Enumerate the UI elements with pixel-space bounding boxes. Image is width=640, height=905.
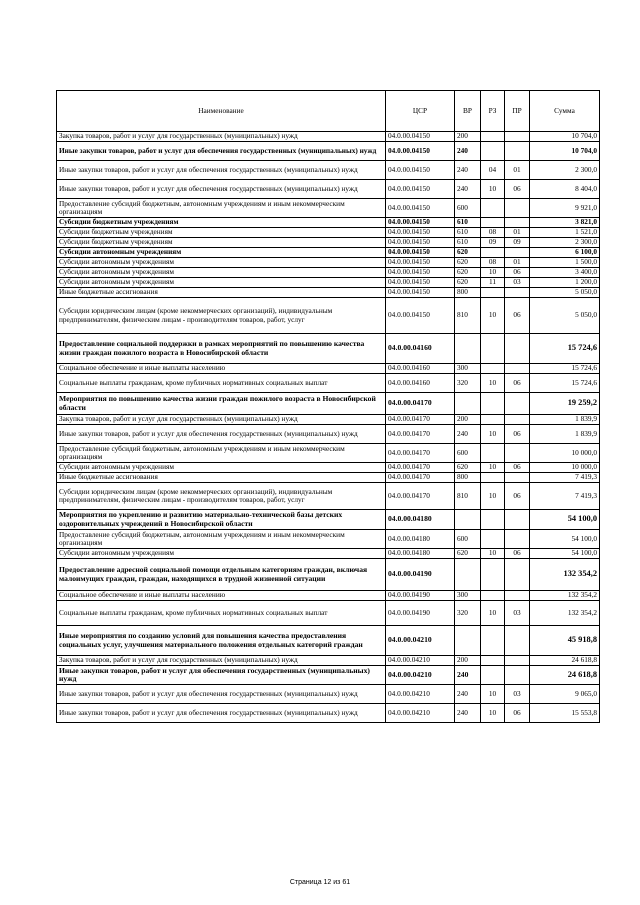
cell-rz: 08: [481, 228, 505, 238]
cell-pr: 03: [505, 601, 530, 626]
cell-rz: [481, 132, 505, 142]
cell-name: Предоставление субсидий бюджетным, автономным учреждениям и иным некоммерческим организациям: [57, 530, 386, 549]
cell-vr: 800: [455, 473, 481, 483]
cell-name: Субсидии автономным учреждениям: [57, 248, 386, 258]
cell-vr: [455, 559, 481, 591]
cell-csr: 04.0.00.04190: [386, 559, 455, 591]
cell-pr: 06: [505, 425, 530, 444]
cell-pr: [505, 248, 530, 258]
cell-vr: 620: [455, 248, 481, 258]
cell-name: Субсидии юридическим лицам (кроме некоммерческих организаций), индивидуальным предпринимателям, физическим лицам - производителям товаров, работ, услуг: [57, 298, 386, 334]
cell-sum: 10 000,0: [530, 444, 600, 463]
table-row: [57, 685, 600, 704]
cell-pr: [505, 393, 530, 415]
cell-rz: [481, 334, 505, 364]
cell-pr: 06: [505, 268, 530, 278]
cell-vr: 240: [455, 180, 481, 199]
cell-name: Мероприятия по укреплению и развитию материально-технической базы детских оздоровительных учреждений в Новосибирской области: [57, 510, 386, 530]
cell-vr: 610: [455, 238, 481, 248]
cell-rz: [481, 444, 505, 463]
cell-sum: 9 065,0: [530, 685, 600, 704]
table-row: [57, 626, 600, 656]
table-body: [57, 132, 600, 723]
cell-name: Иные закупки товаров, работ и услуг для обеспечения государственных (муниципальных) нужд: [57, 142, 386, 161]
cell-pr: [505, 218, 530, 228]
cell-csr: 04.0.00.04150: [386, 278, 455, 288]
cell-pr: 03: [505, 685, 530, 704]
cell-name: Предоставление субсидий бюджетным, автономным учреждениям и иным некоммерческим организациям: [57, 199, 386, 218]
cell-sum: 10 704,0: [530, 142, 600, 161]
cell-pr: 01: [505, 258, 530, 268]
cell-name: Иные закупки товаров, работ и услуг для обеспечения государственных (муниципальных) нужд: [57, 704, 386, 723]
cell-rz: [481, 142, 505, 161]
cell-csr: 04.0.00.04160: [386, 374, 455, 393]
cell-sum: 54 100,0: [530, 549, 600, 559]
table-row: [57, 132, 600, 142]
header-vr: ВР: [455, 91, 481, 132]
cell-name: Социальные выплаты гражданам, кроме публичных нормативных социальных выплат: [57, 601, 386, 626]
header-pr: ПР: [505, 91, 530, 132]
page-number: Страница 12 из 61: [289, 879, 351, 886]
cell-rz: [481, 510, 505, 530]
cell-name: Субсидии бюджетным учреждениям: [57, 238, 386, 248]
cell-pr: [505, 288, 530, 298]
cell-sum: 3 821,0: [530, 218, 600, 228]
cell-vr: 300: [455, 364, 481, 374]
cell-sum: 1 200,0: [530, 278, 600, 288]
header-sum: Сумма: [530, 91, 600, 132]
cell-sum: 45 918,8: [530, 626, 600, 656]
table-row: [57, 298, 600, 334]
cell-sum: 132 354,2: [530, 601, 600, 626]
cell-rz: 10: [481, 483, 505, 510]
cell-rz: [481, 656, 505, 666]
cell-csr: 04.0.00.04150: [386, 161, 455, 180]
cell-name: Иные закупки товаров, работ и услуг для обеспечения государственных (муниципальных) нужд: [57, 666, 386, 685]
cell-name: Иные бюджетные ассигнования: [57, 473, 386, 483]
cell-sum: 1 521,0: [530, 228, 600, 238]
cell-sum: 10 000,0: [530, 463, 600, 473]
cell-csr: 04.0.00.04170: [386, 473, 455, 483]
table-row: [57, 591, 600, 601]
cell-csr: 04.0.00.04180: [386, 530, 455, 549]
cell-sum: 5 050,0: [530, 288, 600, 298]
cell-name: Иные закупки товаров, работ и услуг для обеспечения государственных (муниципальных) нужд: [57, 425, 386, 444]
cell-rz: [481, 218, 505, 228]
cell-csr: 04.0.00.04210: [386, 666, 455, 685]
cell-rz: [481, 288, 505, 298]
cell-vr: 810: [455, 483, 481, 510]
cell-pr: [505, 626, 530, 656]
table-row: [57, 549, 600, 559]
cell-sum: 1 500,0: [530, 258, 600, 268]
cell-sum: 24 618,8: [530, 666, 600, 685]
cell-csr: 04.0.00.04170: [386, 425, 455, 444]
cell-rz: 10: [481, 601, 505, 626]
table-row: [57, 334, 600, 364]
cell-rz: 10: [481, 549, 505, 559]
cell-name: Социальное обеспечение и иные выплаты населению: [57, 591, 386, 601]
cell-sum: 19 259,2: [530, 393, 600, 415]
cell-sum: 7 419,3: [530, 483, 600, 510]
cell-vr: 620: [455, 463, 481, 473]
table-row: [57, 278, 600, 288]
cell-name: Субсидии юридическим лицам (кроме некоммерческих организаций), индивидуальным предпринимателям, физическим лицам - производителям товаров, работ, услуг: [57, 483, 386, 510]
cell-rz: 10: [481, 268, 505, 278]
cell-rz: [481, 559, 505, 591]
header-rz: РЗ: [481, 91, 505, 132]
cell-sum: 2 300,0: [530, 238, 600, 248]
cell-vr: 600: [455, 444, 481, 463]
table-row: [57, 288, 600, 298]
cell-sum: 54 100,0: [530, 530, 600, 549]
cell-vr: 620: [455, 278, 481, 288]
cell-csr: 04.0.00.04170: [386, 483, 455, 510]
cell-rz: [481, 199, 505, 218]
cell-name: Субсидии автономным учреждениям: [57, 549, 386, 559]
cell-name: Иные бюджетные ассигнования: [57, 288, 386, 298]
cell-sum: 15 553,8: [530, 704, 600, 723]
cell-csr: 04.0.00.04150: [386, 180, 455, 199]
cell-rz: [481, 473, 505, 483]
table-row: [57, 268, 600, 278]
table-row: [57, 656, 600, 666]
cell-vr: 620: [455, 258, 481, 268]
cell-csr: 04.0.00.04150: [386, 218, 455, 228]
cell-pr: [505, 444, 530, 463]
cell-csr: 04.0.00.04170: [386, 393, 455, 415]
cell-pr: 06: [505, 704, 530, 723]
cell-csr: 04.0.00.04150: [386, 142, 455, 161]
cell-pr: [505, 132, 530, 142]
cell-vr: 600: [455, 199, 481, 218]
cell-vr: 800: [455, 288, 481, 298]
cell-rz: [481, 530, 505, 549]
table-row: [57, 238, 600, 248]
table-row: [57, 228, 600, 238]
cell-name: Предоставление адресной социальной помощи отдельным категориям граждан, включая малоимущих граждан, граждан, находящихся в трудной жизненной ситуации: [57, 559, 386, 591]
cell-rz: 04: [481, 161, 505, 180]
cell-name: Закупка товаров, работ и услуг для государственных (муниципальных) нужд: [57, 415, 386, 425]
cell-name: Иные закупки товаров, работ и услуг для обеспечения государственных (муниципальных) нужд: [57, 685, 386, 704]
cell-pr: [505, 666, 530, 685]
cell-sum: 3 400,0: [530, 268, 600, 278]
cell-sum: 10 704,0: [530, 132, 600, 142]
cell-rz: [481, 415, 505, 425]
cell-pr: [505, 591, 530, 601]
cell-rz: 10: [481, 180, 505, 199]
cell-sum: 2 300,0: [530, 161, 600, 180]
table-row: [57, 463, 600, 473]
cell-csr: 04.0.00.04210: [386, 656, 455, 666]
cell-pr: [505, 142, 530, 161]
cell-rz: 10: [481, 685, 505, 704]
cell-pr: 01: [505, 161, 530, 180]
cell-pr: [505, 334, 530, 364]
cell-name: Мероприятия по повышению качества жизни граждан пожилого возраста в Новосибирской области: [57, 393, 386, 415]
cell-vr: 620: [455, 268, 481, 278]
cell-sum: 15 724,6: [530, 374, 600, 393]
table-row: [57, 601, 600, 626]
cell-name: Иные закупки товаров, работ и услуг для обеспечения государственных (муниципальных) нужд: [57, 161, 386, 180]
table-row: [57, 483, 600, 510]
cell-pr: [505, 364, 530, 374]
cell-sum: 1 839,9: [530, 425, 600, 444]
table-row: [57, 444, 600, 463]
cell-csr: 04.0.00.04160: [386, 364, 455, 374]
cell-pr: [505, 656, 530, 666]
cell-sum: 24 618,8: [530, 656, 600, 666]
table-row: [57, 218, 600, 228]
cell-pr: 06: [505, 463, 530, 473]
table-row: [57, 559, 600, 591]
cell-rz: 10: [481, 463, 505, 473]
cell-rz: [481, 364, 505, 374]
header-row: [57, 91, 600, 132]
cell-vr: [455, 626, 481, 656]
cell-vr: 320: [455, 601, 481, 626]
table-row: [57, 393, 600, 415]
cell-rz: 10: [481, 704, 505, 723]
cell-pr: 06: [505, 483, 530, 510]
cell-csr: 04.0.00.04150: [386, 288, 455, 298]
cell-sum: 54 100,0: [530, 510, 600, 530]
cell-sum: 15 724,6: [530, 364, 600, 374]
cell-name: Иные закупки товаров, работ и услуг для обеспечения государственных (муниципальных) нужд: [57, 180, 386, 199]
cell-pr: [505, 473, 530, 483]
budget-table: [56, 90, 600, 723]
cell-name: Социальные выплаты гражданам, кроме публичных нормативных социальных выплат: [57, 374, 386, 393]
table-row: [57, 374, 600, 393]
cell-name: Субсидии бюджетным учреждениям: [57, 218, 386, 228]
cell-pr: [505, 199, 530, 218]
cell-vr: 240: [455, 704, 481, 723]
cell-vr: 240: [455, 685, 481, 704]
cell-name: Субсидии бюджетным учреждениям: [57, 228, 386, 238]
cell-name: Субсидии автономным учреждениям: [57, 258, 386, 268]
header-name: Наименование: [57, 91, 386, 132]
cell-csr: 04.0.00.04180: [386, 549, 455, 559]
table-row: [57, 704, 600, 723]
cell-rz: 09: [481, 238, 505, 248]
cell-vr: 810: [455, 298, 481, 334]
cell-rz: 08: [481, 258, 505, 268]
table-row: [57, 248, 600, 258]
cell-csr: 04.0.00.04150: [386, 298, 455, 334]
cell-csr: 04.0.00.04210: [386, 685, 455, 704]
cell-sum: 132 354,2: [530, 559, 600, 591]
cell-rz: 10: [481, 298, 505, 334]
cell-sum: 8 404,0: [530, 180, 600, 199]
cell-sum: 132 354,2: [530, 591, 600, 601]
cell-name: Субсидии автономным учреждениям: [57, 268, 386, 278]
cell-vr: 610: [455, 218, 481, 228]
cell-csr: 04.0.00.04180: [386, 510, 455, 530]
cell-vr: 320: [455, 374, 481, 393]
cell-vr: 200: [455, 415, 481, 425]
cell-csr: 04.0.00.04150: [386, 248, 455, 258]
cell-rz: [481, 626, 505, 656]
cell-rz: [481, 248, 505, 258]
cell-name: Субсидии автономным учреждениям: [57, 278, 386, 288]
cell-csr: 04.0.00.04170: [386, 444, 455, 463]
cell-pr: [505, 510, 530, 530]
cell-csr: 04.0.00.04210: [386, 704, 455, 723]
cell-name: Закупка товаров, работ и услуг для государственных (муниципальных) нужд: [57, 656, 386, 666]
table-row: [57, 161, 600, 180]
cell-vr: 200: [455, 656, 481, 666]
cell-rz: 10: [481, 374, 505, 393]
cell-vr: 200: [455, 132, 481, 142]
cell-vr: [455, 393, 481, 415]
cell-sum: 1 839,9: [530, 415, 600, 425]
cell-vr: 620: [455, 549, 481, 559]
cell-rz: 10: [481, 425, 505, 444]
cell-pr: [505, 530, 530, 549]
cell-pr: 09: [505, 238, 530, 248]
cell-csr: 04.0.00.04150: [386, 238, 455, 248]
cell-csr: 04.0.00.04150: [386, 199, 455, 218]
cell-pr: [505, 415, 530, 425]
cell-csr: 04.0.00.04150: [386, 132, 455, 142]
cell-pr: 01: [505, 228, 530, 238]
cell-csr: 04.0.00.04190: [386, 601, 455, 626]
table-row: [57, 473, 600, 483]
cell-vr: [455, 510, 481, 530]
header-csr: ЦСР: [386, 91, 455, 132]
cell-name: Закупка товаров, работ и услуг для государственных (муниципальных) нужд: [57, 132, 386, 142]
table-row: [57, 415, 600, 425]
cell-pr: 06: [505, 298, 530, 334]
cell-csr: 04.0.00.04210: [386, 626, 455, 656]
table-row: [57, 258, 600, 268]
cell-csr: 04.0.00.04150: [386, 268, 455, 278]
cell-rz: [481, 393, 505, 415]
table-row: [57, 364, 600, 374]
cell-name: Иные мероприятия по созданию условий для повышения качества предоставления социальных услуг, улучшения материального положения отдельных категорий граждан: [57, 626, 386, 656]
cell-vr: 240: [455, 161, 481, 180]
cell-sum: 9 921,0: [530, 199, 600, 218]
table-row: [57, 510, 600, 530]
cell-rz: [481, 591, 505, 601]
cell-sum: 5 050,0: [530, 298, 600, 334]
cell-vr: [455, 334, 481, 364]
cell-csr: 04.0.00.04170: [386, 463, 455, 473]
cell-rz: [481, 666, 505, 685]
table-row: [57, 530, 600, 549]
cell-name: Социальное обеспечение и иные выплаты населению: [57, 364, 386, 374]
table-row: [57, 425, 600, 444]
table-row: [57, 199, 600, 218]
cell-pr: 06: [505, 374, 530, 393]
cell-csr: 04.0.00.04150: [386, 228, 455, 238]
cell-vr: 240: [455, 666, 481, 685]
cell-pr: [505, 559, 530, 591]
cell-sum: 6 100,0: [530, 248, 600, 258]
cell-csr: 04.0.00.04170: [386, 415, 455, 425]
cell-name: Субсидии автономным учреждениям: [57, 463, 386, 473]
cell-vr: 240: [455, 142, 481, 161]
cell-csr: 04.0.00.04150: [386, 258, 455, 268]
cell-name: Предоставление социальной поддержки в рамках мероприятий по повышению качества жизни граждан пожилого возраста в Новосибирской области: [57, 334, 386, 364]
cell-rz: 11: [481, 278, 505, 288]
cell-vr: 300: [455, 591, 481, 601]
cell-vr: 240: [455, 425, 481, 444]
cell-csr: 04.0.00.04160: [386, 334, 455, 364]
cell-sum: 7 419,3: [530, 473, 600, 483]
cell-pr: 06: [505, 549, 530, 559]
table-row: [57, 142, 600, 161]
cell-csr: 04.0.00.04190: [386, 591, 455, 601]
table-row: [57, 666, 600, 685]
cell-pr: 06: [505, 180, 530, 199]
cell-vr: 600: [455, 530, 481, 549]
cell-pr: 03: [505, 278, 530, 288]
cell-vr: 610: [455, 228, 481, 238]
table-row: [57, 180, 600, 199]
cell-name: Предоставление субсидий бюджетным, автономным учреждениям и иным некоммерческим организациям: [57, 444, 386, 463]
cell-sum: 15 724,6: [530, 334, 600, 364]
